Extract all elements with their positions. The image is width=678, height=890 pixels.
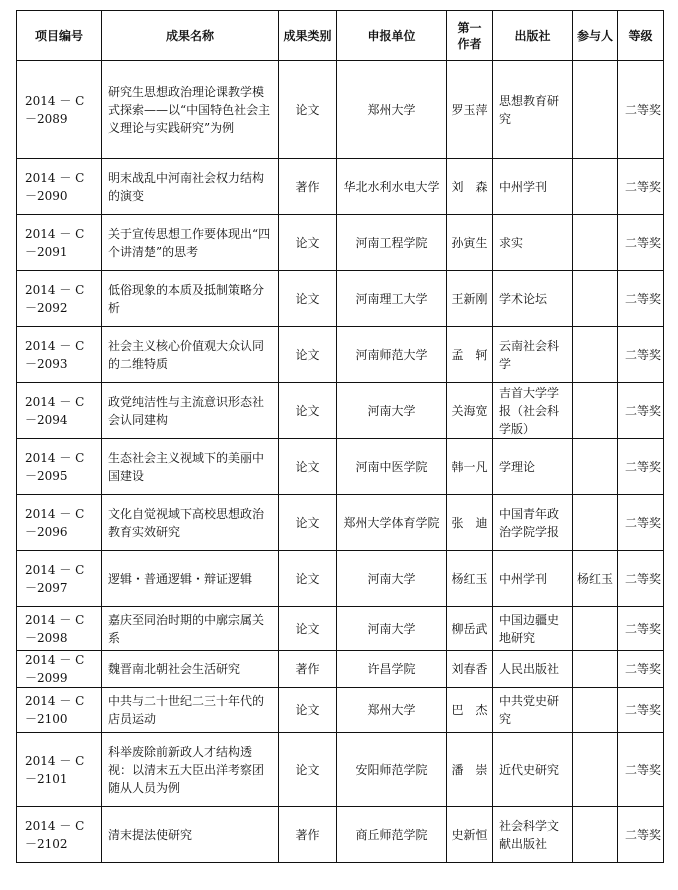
cell-author: 刘 森: [447, 159, 493, 215]
cell-title: 生态社会主义视域下的美丽中国建设: [102, 439, 279, 495]
cell-publisher: 学术论坛: [493, 271, 573, 327]
cell-type: 论文: [279, 551, 337, 607]
cell-publisher: 中国青年政治学院学报: [493, 495, 573, 551]
cell-type: 论文: [279, 327, 337, 383]
cell-publisher: 中国边疆史地研究: [493, 607, 573, 651]
cell-level: 二等奖: [618, 271, 664, 327]
cell-id: 2014 － C －2092: [17, 271, 102, 327]
cell-level: 二等奖: [618, 807, 664, 863]
cell-publisher: 社会科学文献出版社: [493, 807, 573, 863]
cell-id: 2014 － C －2091: [17, 215, 102, 271]
cell-publisher: 云南社会科学: [493, 327, 573, 383]
cell-level: 二等奖: [618, 688, 664, 733]
header-title: 成果名称: [102, 11, 279, 61]
cell-type: 著作: [279, 807, 337, 863]
cell-unit: 河南理工大学: [337, 271, 447, 327]
cell-unit: 河南中医学院: [337, 439, 447, 495]
cell-unit: 郑州大学体育学院: [337, 495, 447, 551]
cell-publisher: 人民出版社: [493, 651, 573, 688]
cell-unit: 河南大学: [337, 607, 447, 651]
cell-author: 史新恒: [447, 807, 493, 863]
cell-unit: 许昌学院: [337, 651, 447, 688]
cell-author: 巴 杰: [447, 688, 493, 733]
header-id: 项目编号: [17, 11, 102, 61]
cell-publisher: 思想教育研究: [493, 61, 573, 159]
cell-author: 关海宽: [447, 383, 493, 439]
header-level: 等级: [618, 11, 664, 61]
header-row: [17, 11, 664, 61]
table-row: [17, 271, 664, 327]
cell-unit: 商丘师范学院: [337, 807, 447, 863]
cell-participant: [573, 495, 618, 551]
cell-author: 柳岳武: [447, 607, 493, 651]
cell-publisher: 求实: [493, 215, 573, 271]
cell-participant: [573, 327, 618, 383]
table-row: [17, 61, 664, 159]
cell-participant: [573, 439, 618, 495]
cell-level: 二等奖: [618, 551, 664, 607]
table-row: [17, 733, 664, 807]
cell-title: 清末提法使研究: [102, 807, 279, 863]
cell-id: 2014 － C －2089: [17, 61, 102, 159]
header-type: 成果类别: [279, 11, 337, 61]
cell-level: 二等奖: [618, 733, 664, 807]
awards-table-body: [17, 61, 664, 863]
cell-title: 魏晋南北朝社会生活研究: [102, 651, 279, 688]
table-row: [17, 159, 664, 215]
cell-level: 二等奖: [618, 61, 664, 159]
cell-type: 论文: [279, 439, 337, 495]
cell-author: 罗玉萍: [447, 61, 493, 159]
cell-id: 2014 － C －2100: [17, 688, 102, 733]
cell-id: 2014 － C －2097: [17, 551, 102, 607]
table-row: [17, 551, 664, 607]
cell-title: 研究生思想政治理论课教学模式探索——以“中国特色社会主义理论与实践研究”为例: [102, 61, 279, 159]
cell-unit: 郑州大学: [337, 688, 447, 733]
cell-author: 韩一凡: [447, 439, 493, 495]
cell-publisher: 中州学刊: [493, 159, 573, 215]
cell-publisher: 吉首大学学报（社会科学版）: [493, 383, 573, 439]
table-row: [17, 439, 664, 495]
cell-level: 二等奖: [618, 651, 664, 688]
cell-type: 论文: [279, 688, 337, 733]
cell-publisher: 中共党史研究: [493, 688, 573, 733]
cell-title: 明末战乱中河南社会权力结构的演变: [102, 159, 279, 215]
cell-author: 刘春香: [447, 651, 493, 688]
table-row: [17, 807, 664, 863]
cell-id: 2014 － C －2102: [17, 807, 102, 863]
cell-title: 低俗现象的本质及抵制策略分析: [102, 271, 279, 327]
cell-type: 论文: [279, 271, 337, 327]
cell-id: 2014 － C －2101: [17, 733, 102, 807]
cell-author: 王新刚: [447, 271, 493, 327]
cell-title: 中共与二十世纪二三十年代的店员运动: [102, 688, 279, 733]
cell-level: 二等奖: [618, 215, 664, 271]
cell-unit: 河南大学: [337, 383, 447, 439]
cell-unit: 安阳师范学院: [337, 733, 447, 807]
cell-title: 关于宣传思想工作要体现出“四个讲清楚”的思考: [102, 215, 279, 271]
header-author: 第一 作者: [447, 11, 493, 61]
cell-level: 二等奖: [618, 495, 664, 551]
cell-id: 2014 － C －2094: [17, 383, 102, 439]
cell-level: 二等奖: [618, 607, 664, 651]
cell-title: 社会主义核心价值观大众认同的二维特质: [102, 327, 279, 383]
cell-participant: [573, 607, 618, 651]
cell-type: 论文: [279, 383, 337, 439]
cell-unit: 华北水利水电大学: [337, 159, 447, 215]
table-row: [17, 651, 664, 688]
cell-id: 2014 － C －2098: [17, 607, 102, 651]
cell-author: 孙寅生: [447, 215, 493, 271]
cell-id: 2014 － C －2093: [17, 327, 102, 383]
cell-level: 二等奖: [618, 159, 664, 215]
cell-title: 嘉庆至同治时期的中廓宗属关系: [102, 607, 279, 651]
cell-participant: [573, 271, 618, 327]
cell-unit: 郑州大学: [337, 61, 447, 159]
table-row: [17, 327, 664, 383]
cell-title: 科举废除前新政人才结构透视：以清末五大臣出洋考察团随从人员为例: [102, 733, 279, 807]
cell-participant: [573, 651, 618, 688]
cell-author: 张 迪: [447, 495, 493, 551]
cell-participant: [573, 61, 618, 159]
cell-type: 论文: [279, 733, 337, 807]
cell-level: 二等奖: [618, 439, 664, 495]
cell-level: 二等奖: [618, 327, 664, 383]
cell-type: 论文: [279, 607, 337, 651]
table-row: [17, 607, 664, 651]
cell-type: 著作: [279, 159, 337, 215]
cell-participant: 杨红玉: [573, 551, 618, 607]
header-participant: 参与人: [573, 11, 618, 61]
cell-unit: 河南工程学院: [337, 215, 447, 271]
cell-level: 二等奖: [618, 383, 664, 439]
header-publisher: 出版社: [493, 11, 573, 61]
cell-author: 孟 轲: [447, 327, 493, 383]
cell-id: 2014 － C －2096: [17, 495, 102, 551]
cell-title: 逻辑・普通逻辑・辩证逻辑: [102, 551, 279, 607]
cell-unit: 河南大学: [337, 551, 447, 607]
cell-publisher: 近代史研究: [493, 733, 573, 807]
awards-table: [16, 10, 664, 863]
cell-publisher: 学理论: [493, 439, 573, 495]
cell-author: 杨红玉: [447, 551, 493, 607]
header-unit: 申报单位: [337, 11, 447, 61]
cell-type: 论文: [279, 61, 337, 159]
table-row: [17, 688, 664, 733]
cell-publisher: 中州学刊: [493, 551, 573, 607]
cell-author: 潘 崇: [447, 733, 493, 807]
cell-type: 论文: [279, 215, 337, 271]
cell-participant: [573, 733, 618, 807]
cell-participant: [573, 688, 618, 733]
cell-unit: 河南师范大学: [337, 327, 447, 383]
cell-title: 文化自觉视域下高校思想政治教育实效研究: [102, 495, 279, 551]
cell-type: 论文: [279, 495, 337, 551]
table-row: [17, 495, 664, 551]
cell-participant: [573, 159, 618, 215]
table-row: [17, 383, 664, 439]
cell-title: 政党纯洁性与主流意识形态社会认同建构: [102, 383, 279, 439]
cell-participant: [573, 215, 618, 271]
cell-id: 2014 － C －2095: [17, 439, 102, 495]
cell-id: 2014 － C －2090: [17, 159, 102, 215]
cell-type: 著作: [279, 651, 337, 688]
cell-participant: [573, 807, 618, 863]
table-row: [17, 215, 664, 271]
cell-id: 2014 － C －2099: [17, 651, 102, 688]
cell-participant: [573, 383, 618, 439]
